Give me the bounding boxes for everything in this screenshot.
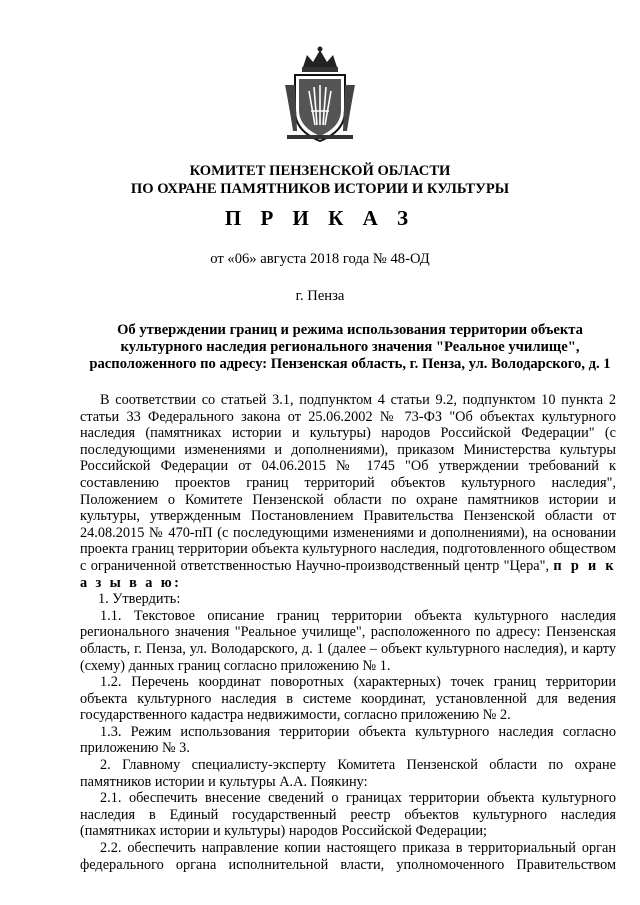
document-type-title: П Р И К А З: [224, 206, 416, 230]
clause-1-1: 1.1. Текстовое описание границ территории объекта культурного наследия регионального значения "Реальное училище", расположенного по адресу: Пензенская область, г. Пенза, ул. Володарского, д. 1 (далее – объект культурного наследия), и карту (схему) данных границ согласно приложению № 1.: [80, 607, 616, 674]
committee-name-line2: ПО ОХРАНЕ ПАМЯТНИКОВ ИСТОРИИ И КУЛЬТУРЫ: [130, 181, 510, 197]
order-body: [80, 392, 616, 873]
order-date-number: от «06» августа 2018 года № 48-ОД: [210, 251, 430, 267]
clause-1: 1. Утвердить:: [98, 591, 181, 608]
clause-1-3: 1.3. Режим использования территории объекта культурного наследия согласно приложению № 3.: [80, 723, 616, 757]
order-subject: [80, 322, 620, 373]
subject-line: культурного наследия регионального значения "Реальное училище",: [120, 339, 580, 355]
clause-1-2: 1.2. Перечень координат поворотных (характерных) точек границ территории объекта культурного наследия в системе координат, установленной для ведения государственного кадастра недвижимости, согласно приложению № 2.: [80, 674, 616, 724]
clause-2-1: 2.1. обеспечить внесение сведений о границах территории объекта культурного наследия в Единый государственный реестр объектов культурного наследия (памятниках истории и культуры) народов Российской Федерации;: [80, 790, 616, 840]
clause-2: 2. Главному специалисту-эксперту Комитета Пензенской области по охране памятников истории и культуры А.А. Поякину:: [80, 757, 616, 790]
order-keyword: п р и к а з ы в а ю:: [80, 557, 616, 591]
city-name: г. Пенза: [295, 288, 345, 304]
clause-2-2: 2.2. обеспечить направление копии настоящего приказа в территориальный орган федерального органа исполнительной власти, уполномоченного Правительством: [80, 840, 616, 873]
preamble-text: В соответствии со статьей 3.1, подпунктом 4 статьи 9.2, подпунктом 10 пункта 2 статьи 33 Федерального закона от 25.06.2002 № 73-ФЗ "Об объектах культурного наследия (памятниках истории и культуры) народов Российской Федерации" (с последующими изменениями и дополнениями), приказом Министерства культуры Российской Федерации от 04.06.2015 № 1745 "Об утверждении требований к составлению проектов границ территорий объектов культурного наследия", Положением о Комитете Пензенской области по охране памятников истории и культуры, утвержденным Постановлением Правительства Пензенской области от 24.08.2015 № 470-пП (с последующими изменениями и дополнениями), на основании проекта границ территории объекта культурного наследия, подготовленного обществом с ограниченной ответственностью Научно-производственный центр "Цера",: [80, 392, 616, 574]
subject-line: Об утверждении границ и режима использования территории объекта: [117, 322, 583, 338]
committee-name-line1: КОМИТЕТ ПЕНЗЕНСКОЙ ОБЛАСТИ: [189, 163, 451, 179]
penza-coat-of-arms-icon: [281, 45, 359, 145]
preamble-paragraph: [80, 392, 616, 591]
subject-line: расположенного по адресу: Пензенская область, г. Пенза, ул. Володарского, д. 1: [89, 356, 611, 372]
